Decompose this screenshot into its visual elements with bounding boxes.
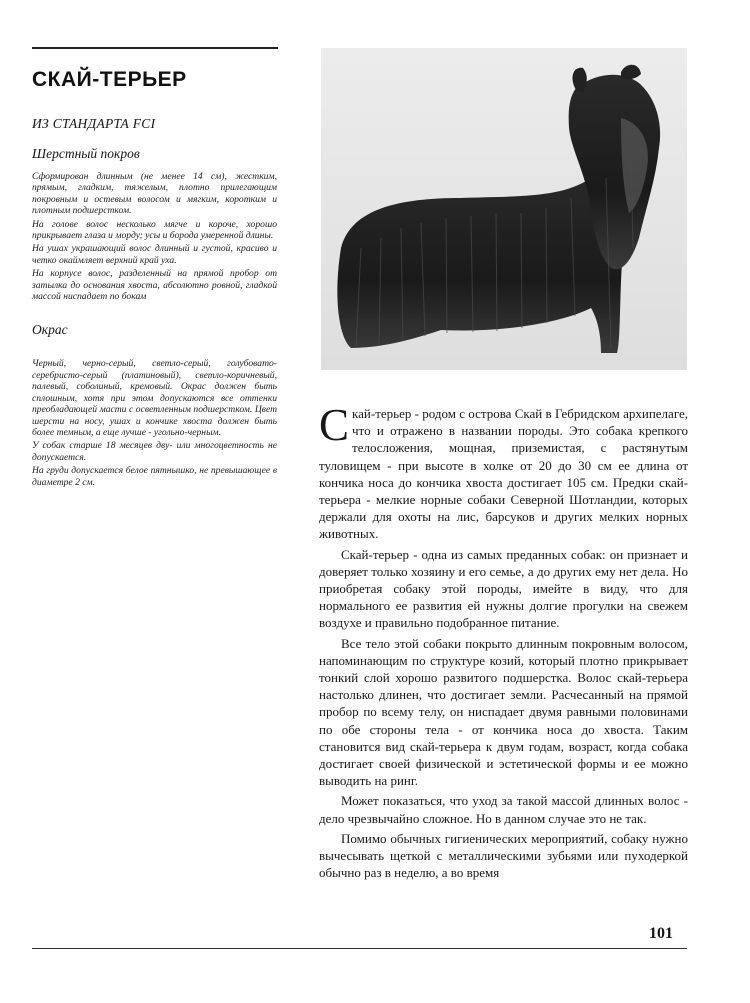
bottom-rule [32, 948, 687, 949]
color-paragraph: Черный, черно-серый, светло-серый, голубовато-серебристо-серый (платиновый), светло-коричневый, палевый, соболиный, кремовый. Окрас должен быть сплошным, хотя при этом допускаются все оттенки преобладающей масти с осветленным подшерстком. Цвет шерсти на носу, ушах и кончике хвоста должен быть более темным, а еще лучше - угольно-черным. [32, 358, 277, 438]
color-paragraph: У собак старше 18 месяцев дву- или многоцветность не допускается. [32, 440, 277, 463]
top-rule [32, 47, 278, 49]
coat-section-title: Шерстный покров [32, 146, 140, 161]
coat-paragraph: На голове волос несколько мягче и короче, хорошо прикрывает глаза и морду; усы и борода умеренной длины. [32, 218, 277, 242]
page-title: СКАЙ-ТЕРЬЕР [32, 68, 187, 91]
article-paragraph: Может показаться, что уход за такой массой длинных волос - дело чрезвычайно сложное. Но в данном случае это не так. [319, 793, 688, 826]
color-paragraph: На груди допускается белое пятнышко, не превышающее в диаметре 2 см. [32, 465, 277, 488]
standard-label: ИЗ СТАНДАРТА FCI [32, 116, 156, 131]
drop-cap: С [319, 400, 350, 450]
coat-paragraph: Сформирован длинным (не менее 14 см), жестким, прямым, гладким, тяжелым, плотно прилегающим покровным и остевым волосом и мягким, коротким и плотным подшерстком. [32, 171, 277, 217]
article-paragraph: Все тело этой собаки покрыто длинным покровным волосом, напоминающим по структуре козий, который плотно прикрывает тонкий слой хорошо развитого подшерстка. Волос скай-терьера настолько длинен, что достигает земли. Расчесанный на прямой пробор по всему телу, он ниспадает двумя равными половинами по обе стороны тела - от кончика носа до хвоста. Таким становится вид скай-терьера к двум годам, возраст, когда собака достигает своей физической и эстетической формы и ее можно выводить на ринг. [319, 635, 688, 789]
first-paragraph-text: кай-терьер - родом с острова Скай в Гебридском архипелаге, что и отражено в названии породы. Это собака крепкого телосложения, мощная, приземистая, с растянутым туловищем - при высоте в холке от 20 до 30 см ее длина от кончика носа до кончика хвоста достигает 105 см. Предки скай-терьера - мелкие норные собаки Северной Шотландии, которых держали для охоты на лис, барсуков и других мелких норных животных. [319, 406, 688, 542]
article-paragraph [319, 400, 688, 543]
coat-paragraph: На корпусе волос, разделенный на прямой пробор от затылка до основания хвоста, абсолютно ровной, гладкой массой ниспадает по бокам [32, 268, 277, 303]
article-body [319, 400, 688, 884]
standard-sidebar [32, 60, 277, 490]
dog-silhouette-icon [321, 48, 687, 370]
color-section-title: Окрас [32, 322, 68, 338]
article-paragraph: Помимо обычных гигиенических мероприятий, собаку нужно вычесывать щеткой с металлическими зубьями или пуходеркой обычно раз в неделю, а во время [319, 830, 688, 881]
coat-paragraph: На ушах украшающий волос длинный и густой, красиво и четко окаймляет верхний край уха. [32, 243, 277, 266]
article-paragraph: Скай-терьер - одна из самых преданных собак: он признает и доверяет только хозяину и его семье, а до других ему нет дела. Но приобретая собаку этой породы, имейте в виду, что для нормального ее развития ей нужны долгие прогулки на свежем воздухе и правильно подобранное питание. [319, 546, 688, 631]
skye-terrier-photo [321, 48, 687, 370]
page-number: 101 [649, 925, 673, 942]
